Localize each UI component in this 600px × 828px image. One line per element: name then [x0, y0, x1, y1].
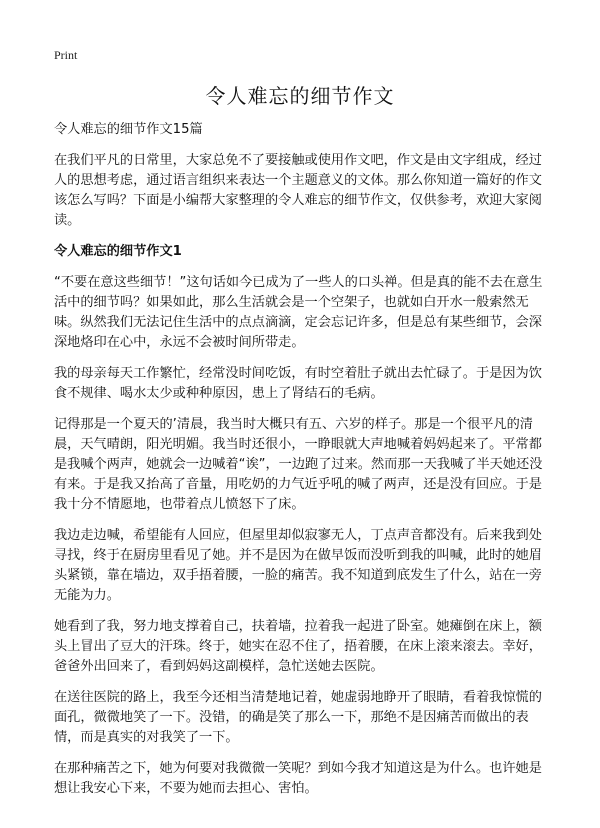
paragraph: 我的母亲每天工作繁忙，经常没时间吃饭，有时空着肚子就出去忙碌了。于是因为饮食不规律、喝水太少或种种原因，患上了肾结石的毛病。 — [54, 366, 542, 401]
print-link[interactable]: Print — [54, 48, 78, 62]
paragraph: 在送往医院的路上，我至今还相当清楚地记着，她虚弱地睁开了眼睛，看着我惊慌的面孔，微微地笑了一下。没错，的确是笑了那么一下，那绝不是因痛苦而做出的表情，而是真实的对我笑了一下。 — [54, 690, 542, 745]
paragraph: 记得那是一个夏天的’清晨，我当时大概只有五、六岁的样子。那是一个很平凡的清晨，天气晴朗，阳光明媚。我当时还很小，一睁眼就大声地喊着妈妈起来了。平常都是我喊个两声，她就会一边喊着“诶”，一边跑了过来。然而那一天我喊了半天她还没有来。于是我又抬高了音量，用吃奶的力气近乎吼的喊了两声，还是没有回应。于是我十分不情愿地，也带着点儿愤怒下了床。 — [54, 417, 543, 512]
article-body — [54, 120, 550, 810]
paragraph: 她看到了我，努力地支撑着自己，扶着墙，拉着我一起进了卧室。她瘫倒在床上，额头上冒出了豆大的汗珠。终于，她实在忍不住了，捂着腰，在床上滚来滚去。幸好，爸爸外出回来了，看到妈妈这副模样，急忙送她去医院。 — [54, 619, 542, 674]
paragraph: “不要在意这些细节！”这句话如今已成为了一些人的口头禅。但是真的能不去在意生活中的细节吗？如果如此，那么生活就会是一个空架子，也就如白开水一般索然无味。纵然我们无法记住生活中的点点滴滴，定会忘记许多，但是总有某些细节，会深深地烙印在心中，永远不会被时间所带走。 — [54, 275, 543, 350]
intro-paragraph: 在我们平凡的日常里，大家总免不了要接触或使用作文吧，作文是由文字组成，经过人的思想考虑，通过语言组织来表达一个主题意义的文体。那么你知道一篇好的作文该怎么写吗？下面是小编帮大家整理的令人难忘的细节作文，仅供参考，欢迎大家阅读。 — [54, 153, 542, 228]
paragraph: 在那种痛苦之下，她为何要对我微微一笑呢？到如今我才知道这是为什么。也许她是想让我安心下来，不要为她而去担心、害怕。 — [54, 761, 542, 796]
section-heading: 令人难忘的细节作文1 — [54, 244, 182, 259]
page-title: 令人难忘的细节作文 — [205, 84, 395, 108]
article-subtitle: 令人难忘的细节作文15篇 — [54, 122, 203, 137]
paragraph: 我边走边喊，希望能有人回应，但屋里却似寂寥无人，丁点声音都没有。后来我到处寻找，终于在厨房里看见了她。并不是因为在做早饭而没听到我的叫喊，此时的她眉头紧锁，靠在墙边，双手捂着腰，一脸的痛苦。我不知道到底发生了什么，站在一旁无能为力。 — [54, 528, 542, 603]
